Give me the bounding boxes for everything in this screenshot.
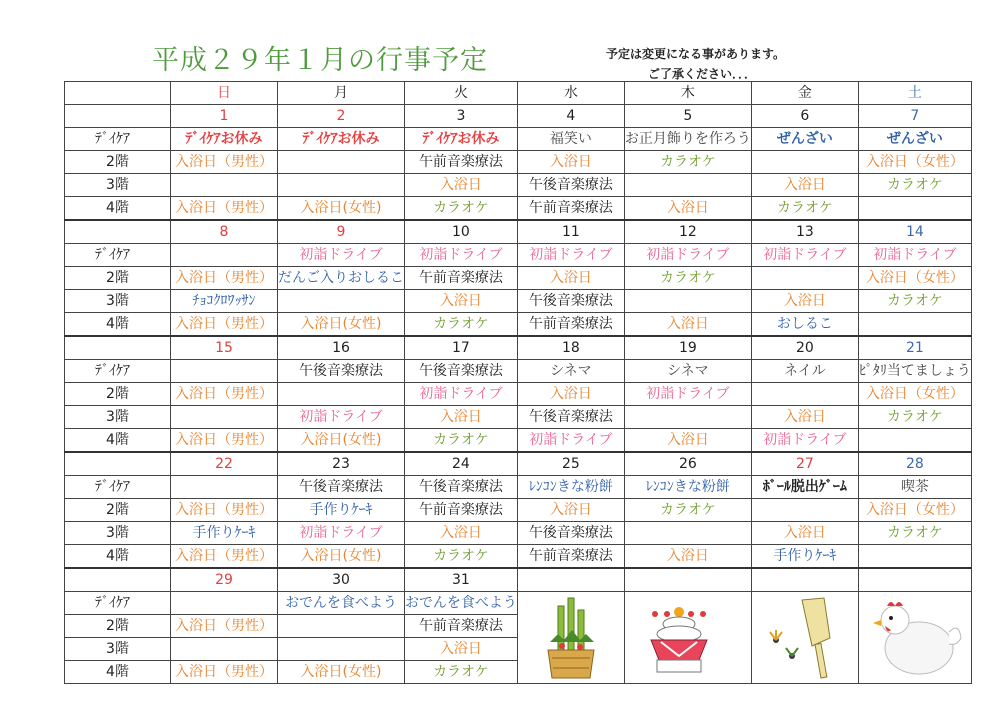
weekday-mon: 月 bbox=[278, 82, 405, 105]
date-cell: 7 bbox=[858, 105, 971, 128]
event-cell: ﾚﾝｺﾝきな粉餅 bbox=[517, 476, 624, 499]
event-cell: おでんを食べよう bbox=[405, 592, 518, 615]
row-label-daycare: ﾃﾞｲｹｱ bbox=[65, 592, 171, 615]
event-cell: 初詣ドライブ bbox=[278, 244, 405, 267]
event-cell: 午後音楽療法 bbox=[517, 406, 624, 429]
blank-cell bbox=[65, 568, 171, 592]
event-cell bbox=[171, 406, 278, 429]
event-cell: 入浴日（男性） bbox=[171, 429, 278, 453]
event-cell: カラオケ bbox=[624, 267, 751, 290]
event-cell: 初詣ドライブ bbox=[517, 429, 624, 453]
date-row bbox=[65, 452, 972, 476]
event-cell bbox=[278, 638, 405, 661]
event-cell: 入浴日 bbox=[751, 522, 858, 545]
date-cell: 22 bbox=[171, 452, 278, 476]
event-cell: シネマ bbox=[517, 360, 624, 383]
row-label-2f: 2階 bbox=[65, 615, 171, 638]
weekday-fri: 金 bbox=[751, 82, 858, 105]
event-row-3f bbox=[65, 522, 972, 545]
change-notice-line2: ご了承ください．．． bbox=[648, 67, 757, 81]
row-label-daycare: ﾃﾞｲｹｱ bbox=[65, 244, 171, 267]
event-cell bbox=[278, 383, 405, 406]
event-row-4f bbox=[65, 197, 972, 221]
event-cell: 入浴日 bbox=[405, 638, 518, 661]
event-cell bbox=[171, 638, 278, 661]
date-row bbox=[65, 336, 972, 360]
weekday-wed: 水 bbox=[517, 82, 624, 105]
event-cell: ﾁｮｺｸﾛﾜｯｻﾝ bbox=[171, 290, 278, 313]
event-cell: 入浴日(女性) bbox=[278, 545, 405, 569]
weekday-tue: 火 bbox=[405, 82, 518, 105]
event-cell: 入浴日（男性） bbox=[171, 499, 278, 522]
event-cell: ﾚﾝｺﾝきな粉餅 bbox=[624, 476, 751, 499]
event-cell: 入浴日 bbox=[517, 151, 624, 174]
date-cell: 27 bbox=[751, 452, 858, 476]
row-label-4f: 4階 bbox=[65, 429, 171, 453]
event-cell: ネイル bbox=[751, 360, 858, 383]
event-cell: 喫茶 bbox=[858, 476, 971, 499]
weekday-sat: 土 bbox=[858, 82, 971, 105]
event-row-3f bbox=[65, 174, 972, 197]
event-row-daycare bbox=[65, 360, 972, 383]
weekday-thu: 木 bbox=[624, 82, 751, 105]
event-cell: 入浴日 bbox=[517, 267, 624, 290]
event-cell: 入浴日（男性） bbox=[171, 383, 278, 406]
event-cell: 午前音楽療法 bbox=[517, 197, 624, 221]
event-cell: 手作りｹｰｷ bbox=[751, 545, 858, 569]
date-cell: 15 bbox=[171, 336, 278, 360]
event-cell: カラオケ bbox=[405, 429, 518, 453]
weekday-sun: 日 bbox=[171, 82, 278, 105]
event-cell: 午前音楽療法 bbox=[405, 267, 518, 290]
event-cell: 午後音楽療法 bbox=[517, 522, 624, 545]
event-cell: 入浴日(女性) bbox=[278, 429, 405, 453]
event-cell: カラオケ bbox=[751, 197, 858, 221]
event-cell: 午前音楽療法 bbox=[405, 499, 518, 522]
event-cell: 入浴日（女性） bbox=[858, 499, 971, 522]
event-row-2f bbox=[65, 383, 972, 406]
date-cell: 24 bbox=[405, 452, 518, 476]
event-cell: 初詣ドライブ bbox=[624, 244, 751, 267]
row-label-2f: 2階 bbox=[65, 499, 171, 522]
row-label-3f: 3階 bbox=[65, 174, 171, 197]
event-cell: カラオケ bbox=[858, 290, 971, 313]
event-cell: 入浴日（女性） bbox=[858, 151, 971, 174]
event-cell: 入浴日（男性） bbox=[171, 661, 278, 684]
event-cell: 午前音楽療法 bbox=[405, 615, 518, 638]
event-cell bbox=[278, 151, 405, 174]
date-cell: 3 bbox=[405, 105, 518, 128]
event-row-daycare bbox=[65, 128, 972, 151]
event-cell: 入浴日（女性） bbox=[858, 383, 971, 406]
event-cell: カラオケ bbox=[858, 522, 971, 545]
event-cell bbox=[858, 197, 971, 221]
event-cell: 初詣ドライブ bbox=[751, 244, 858, 267]
date-cell: 12 bbox=[624, 220, 751, 244]
date-row bbox=[65, 220, 972, 244]
event-cell: おしるこ bbox=[751, 313, 858, 337]
date-cell: 13 bbox=[751, 220, 858, 244]
blank-cell bbox=[65, 336, 171, 360]
event-cell: 入浴日 bbox=[751, 174, 858, 197]
event-cell bbox=[624, 522, 751, 545]
event-cell: 午後音楽療法 bbox=[405, 360, 518, 383]
event-cell: 入浴日 bbox=[624, 313, 751, 337]
date-cell: 28 bbox=[858, 452, 971, 476]
date-cell: 31 bbox=[405, 568, 518, 592]
event-cell: 午前音楽療法 bbox=[517, 545, 624, 569]
event-row-3f bbox=[65, 290, 972, 313]
date-cell: 30 bbox=[278, 568, 405, 592]
event-row-4f bbox=[65, 545, 972, 569]
event-cell: ぜんざい bbox=[858, 128, 971, 151]
event-cell bbox=[278, 290, 405, 313]
event-cell bbox=[751, 151, 858, 174]
event-cell: 初詣ドライブ bbox=[278, 406, 405, 429]
change-notice-line1: 予定は変更になる事があります。 bbox=[606, 47, 786, 61]
event-cell bbox=[171, 174, 278, 197]
row-label-4f: 4階 bbox=[65, 197, 171, 221]
event-cell bbox=[858, 313, 971, 337]
row-label-4f: 4階 bbox=[65, 545, 171, 569]
row-label-2f: 2階 bbox=[65, 383, 171, 406]
date-cell: 5 bbox=[624, 105, 751, 128]
event-cell: カラオケ bbox=[405, 313, 518, 337]
event-cell: 入浴日 bbox=[517, 499, 624, 522]
schedule-table bbox=[64, 81, 972, 684]
date-cell bbox=[751, 568, 858, 592]
event-cell bbox=[278, 174, 405, 197]
event-cell: 福笑い bbox=[517, 128, 624, 151]
date-cell bbox=[517, 568, 624, 592]
date-cell: 20 bbox=[751, 336, 858, 360]
weekday-header-row bbox=[65, 82, 972, 105]
event-cell: 入浴日 bbox=[624, 429, 751, 453]
date-cell: 8 bbox=[171, 220, 278, 244]
row-label-3f: 3階 bbox=[65, 290, 171, 313]
blank-cell bbox=[65, 105, 171, 128]
corner-cell bbox=[65, 82, 171, 105]
date-cell: 17 bbox=[405, 336, 518, 360]
event-cell bbox=[278, 615, 405, 638]
date-cell: 23 bbox=[278, 452, 405, 476]
event-cell: 入浴日（男性） bbox=[171, 313, 278, 337]
date-cell: 19 bbox=[624, 336, 751, 360]
event-cell: 初詣ドライブ bbox=[405, 383, 518, 406]
date-cell: 9 bbox=[278, 220, 405, 244]
event-cell: 初詣ドライブ bbox=[624, 383, 751, 406]
event-cell: 入浴日(女性) bbox=[278, 313, 405, 337]
row-label-daycare: ﾃﾞｲｹｱ bbox=[65, 128, 171, 151]
event-cell: おでんを食べよう bbox=[278, 592, 405, 615]
date-cell bbox=[858, 568, 971, 592]
event-cell: 入浴日（女性） bbox=[858, 267, 971, 290]
event-cell: カラオケ bbox=[858, 406, 971, 429]
event-row-4f bbox=[65, 313, 972, 337]
event-cell bbox=[751, 267, 858, 290]
date-cell: 6 bbox=[751, 105, 858, 128]
date-row bbox=[65, 105, 972, 128]
event-row-daycare bbox=[65, 592, 972, 615]
event-cell: 手作りｹｰｷ bbox=[171, 522, 278, 545]
event-cell: 入浴日（男性） bbox=[171, 545, 278, 569]
date-cell: 2 bbox=[278, 105, 405, 128]
event-cell: ﾃﾞｲｹｱお休み bbox=[405, 128, 518, 151]
event-cell bbox=[624, 174, 751, 197]
event-cell: ﾃﾞｲｹｱお休み bbox=[171, 128, 278, 151]
row-label-daycare: ﾃﾞｲｹｱ bbox=[65, 476, 171, 499]
event-cell: 初詣ドライブ bbox=[278, 522, 405, 545]
event-cell bbox=[751, 383, 858, 406]
event-cell: 入浴日 bbox=[405, 406, 518, 429]
event-cell: ぜんざい bbox=[751, 128, 858, 151]
event-cell: 初詣ドライブ bbox=[405, 244, 518, 267]
date-cell bbox=[624, 568, 751, 592]
hagoita-icon bbox=[751, 592, 858, 684]
event-cell: カラオケ bbox=[405, 661, 518, 684]
event-cell: カラオケ bbox=[405, 545, 518, 569]
event-cell: 入浴日（男性） bbox=[171, 615, 278, 638]
event-cell bbox=[624, 290, 751, 313]
row-label-3f: 3階 bbox=[65, 406, 171, 429]
event-cell bbox=[751, 499, 858, 522]
event-cell: 入浴日 bbox=[517, 383, 624, 406]
event-row-2f bbox=[65, 267, 972, 290]
event-cell: 入浴日 bbox=[751, 290, 858, 313]
event-cell bbox=[171, 360, 278, 383]
event-cell: 午後音楽療法 bbox=[405, 476, 518, 499]
event-cell: 入浴日 bbox=[405, 174, 518, 197]
event-cell bbox=[171, 244, 278, 267]
event-cell: 入浴日 bbox=[405, 522, 518, 545]
event-cell: カラオケ bbox=[624, 151, 751, 174]
kadomatsu-icon bbox=[517, 592, 624, 684]
event-row-3f bbox=[65, 406, 972, 429]
page-title: 平成２９年１月の行事予定 bbox=[152, 45, 488, 76]
date-cell: 26 bbox=[624, 452, 751, 476]
event-cell: お正月飾りを作ろう bbox=[624, 128, 751, 151]
event-cell: 午前音楽療法 bbox=[405, 151, 518, 174]
date-cell: 11 bbox=[517, 220, 624, 244]
blank-cell bbox=[65, 220, 171, 244]
event-cell: ﾋﾟﾀﾘ当てましょう bbox=[858, 360, 971, 383]
event-cell bbox=[624, 406, 751, 429]
event-cell: 入浴日 bbox=[624, 545, 751, 569]
event-cell: ﾃﾞｲｹｱお休み bbox=[278, 128, 405, 151]
event-row-daycare bbox=[65, 476, 972, 499]
event-cell: 午後音楽療法 bbox=[278, 360, 405, 383]
row-label-daycare: ﾃﾞｲｹｱ bbox=[65, 360, 171, 383]
date-cell: 29 bbox=[171, 568, 278, 592]
change-notice bbox=[606, 44, 785, 84]
row-label-4f: 4階 bbox=[65, 313, 171, 337]
event-cell: ﾎﾞｰﾙ脱出ｹﾞｰﾑ bbox=[751, 476, 858, 499]
event-cell: 午後音楽療法 bbox=[517, 290, 624, 313]
event-cell: 午後音楽療法 bbox=[278, 476, 405, 499]
event-cell: カラオケ bbox=[624, 499, 751, 522]
row-label-3f: 3階 bbox=[65, 638, 171, 661]
date-cell: 25 bbox=[517, 452, 624, 476]
event-cell: 入浴日（男性） bbox=[171, 151, 278, 174]
event-cell: シネマ bbox=[624, 360, 751, 383]
event-cell: 入浴日 bbox=[624, 197, 751, 221]
date-row bbox=[65, 568, 972, 592]
event-cell bbox=[171, 476, 278, 499]
event-cell: 入浴日(女性) bbox=[278, 661, 405, 684]
event-cell: カラオケ bbox=[405, 197, 518, 221]
event-row-4f bbox=[65, 429, 972, 453]
row-label-3f: 3階 bbox=[65, 522, 171, 545]
date-cell: 16 bbox=[278, 336, 405, 360]
event-cell: 入浴日 bbox=[751, 406, 858, 429]
row-label-4f: 4階 bbox=[65, 661, 171, 684]
event-cell: 入浴日 bbox=[405, 290, 518, 313]
event-cell: 初詣ドライブ bbox=[858, 244, 971, 267]
date-cell: 10 bbox=[405, 220, 518, 244]
event-cell: 入浴日（男性） bbox=[171, 197, 278, 221]
row-label-2f: 2階 bbox=[65, 267, 171, 290]
date-cell: 14 bbox=[858, 220, 971, 244]
event-cell: カラオケ bbox=[858, 174, 971, 197]
date-cell: 1 bbox=[171, 105, 278, 128]
event-cell: 手作りｹｰｷ bbox=[278, 499, 405, 522]
event-cell bbox=[171, 592, 278, 615]
event-cell: 入浴日(女性) bbox=[278, 197, 405, 221]
event-cell: だんご入りおしるこ bbox=[278, 267, 405, 290]
kagami-mochi-icon bbox=[624, 592, 751, 684]
date-cell: 4 bbox=[517, 105, 624, 128]
event-cell: 午後音楽療法 bbox=[517, 174, 624, 197]
date-cell: 18 bbox=[517, 336, 624, 360]
blank-cell bbox=[65, 452, 171, 476]
event-row-2f bbox=[65, 151, 972, 174]
event-cell: 初詣ドライブ bbox=[751, 429, 858, 453]
event-row-daycare bbox=[65, 244, 972, 267]
event-cell bbox=[858, 429, 971, 453]
event-row-2f bbox=[65, 499, 972, 522]
row-label-2f: 2階 bbox=[65, 151, 171, 174]
event-cell: 初詣ドライブ bbox=[517, 244, 624, 267]
event-cell: 午前音楽療法 bbox=[517, 313, 624, 337]
rooster-icon bbox=[858, 592, 971, 684]
event-cell bbox=[858, 545, 971, 569]
date-cell: 21 bbox=[858, 336, 971, 360]
event-cell: 入浴日（男性） bbox=[171, 267, 278, 290]
